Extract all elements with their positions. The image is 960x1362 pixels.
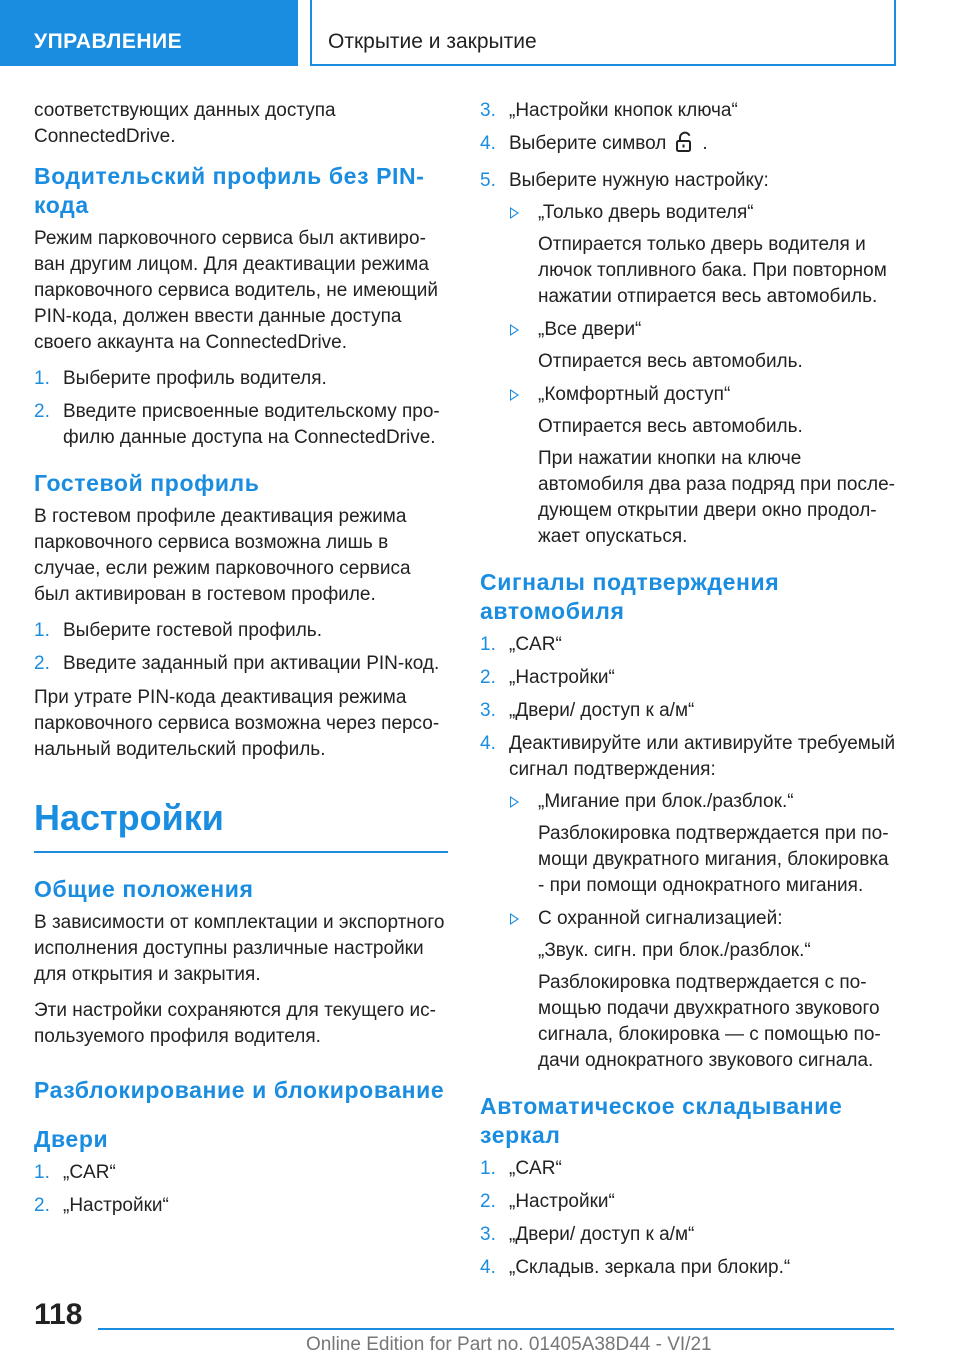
step-text: Деактивируйте или активируйте требуемый сигнал подтверждения: — [509, 733, 896, 780]
step-text: Введите присвоенные водительскому профилю данные доступа на ConnectedDrive. — [63, 401, 440, 448]
step-number: 3. — [480, 1224, 496, 1245]
option-item — [509, 906, 898, 1074]
step-number: 2. — [34, 653, 50, 674]
list-item — [34, 651, 448, 677]
triangle-bullet-icon — [510, 207, 519, 219]
triangle-bullet-icon — [510, 913, 519, 925]
step-number: 2. — [480, 667, 496, 688]
chapter-title: Открытие и закрытие — [310, 0, 896, 66]
list-item — [480, 632, 898, 658]
list-item — [34, 366, 448, 392]
list-item — [34, 618, 448, 644]
option-item — [509, 200, 898, 310]
step-number: 4. — [480, 133, 496, 154]
list-item — [480, 1222, 898, 1248]
step-text: Выберите нужную настройку: — [509, 170, 769, 191]
list-item — [34, 399, 448, 451]
step-text: Выберите символ — [509, 133, 667, 154]
option-label: С охранной сигнализацией: — [538, 908, 783, 929]
option-label: „Только дверь водителя“ — [538, 202, 754, 223]
driver-profile-no-pin-text: Режим парковочного сервиса был активирован другим лицом. Для деактивации режима парковочного сервиса водитель, не имеющий PIN-кода, должен ввести данные доступа своего аккаунта на ConnectedDrive. — [34, 228, 438, 353]
list-item — [480, 731, 898, 1074]
option-desc: Разблокировка подтверждается при помощи двукратного мигания, блокировка - при помощи однократного мигания. — [538, 823, 889, 896]
doors-steps — [34, 1160, 448, 1219]
footer-divider — [98, 1328, 894, 1330]
option-label: „Все двери“ — [538, 319, 642, 340]
option-desc: Отпирается только дверь водителя и лючок топливного бака. При повторном нажатии отпирается весь автомобиль. — [538, 234, 887, 307]
list-item — [480, 1189, 898, 1215]
mirror-fold-steps — [480, 1156, 898, 1281]
step-number: 1. — [480, 634, 496, 655]
list-item — [480, 131, 898, 161]
left-column — [34, 98, 448, 1227]
triangle-bullet-icon — [510, 389, 519, 401]
step-number: 3. — [480, 100, 496, 121]
mirror-fold-heading: Автоматическое складывание зеркал — [480, 1093, 843, 1148]
option-desc-2: При нажатии кнопки на ключе автомобиля два раза подряд при последующем открытии двери окно продолжает опускаться. — [538, 448, 895, 547]
intro-text: соответствующих данных доступа ConnectedDrive. — [34, 100, 336, 147]
page-header — [0, 0, 960, 66]
option-item — [509, 382, 898, 550]
general-heading: Общие положения — [34, 876, 254, 902]
settings-heading: Настройки — [34, 797, 448, 853]
option-label: „Мигание при блок./разблок.“ — [538, 791, 794, 812]
option-desc: Отпирается весь автомобиль. — [538, 416, 803, 437]
step-number: 2. — [34, 1195, 50, 1216]
step-number: 1. — [34, 368, 50, 389]
step-number: 1. — [34, 620, 50, 641]
step-number: 2. — [480, 1191, 496, 1212]
list-item — [480, 665, 898, 691]
step-text: Выберите гостевой профиль. — [63, 620, 322, 641]
step-text: „Складыв. зеркала при блокир.“ — [509, 1257, 791, 1278]
step-number: 3. — [480, 700, 496, 721]
list-item — [34, 1193, 448, 1219]
confirm-signals-options — [509, 789, 898, 1074]
general-text-2: Эти настройки сохраняются для текущего используемого профиля водителя. — [34, 1000, 436, 1047]
section-tab: УПРАВЛЕНИЕ — [0, 0, 298, 66]
page-number: 118 — [34, 1298, 83, 1331]
step-text: „CAR“ — [63, 1162, 116, 1183]
list-item — [34, 1160, 448, 1186]
triangle-bullet-icon — [510, 324, 519, 336]
general-text-1: В зависимости от комплектации и экспортного исполнения доступны различные настройки для открытия и закрытия. — [34, 912, 445, 985]
list-item — [480, 168, 898, 550]
step-text: „CAR“ — [509, 634, 562, 655]
doors-heading: Двери — [34, 1126, 109, 1152]
edition-text: Online Edition for Part no. 01405A38D44 - VI/21 — [306, 1334, 712, 1355]
step-number: 1. — [480, 1158, 496, 1179]
step-suffix: . — [702, 133, 708, 154]
guest-profile-after-text: При утрате PIN-кода деактивация режима парковочного сервиса возможна через персональный водительский профиль. — [34, 687, 440, 760]
step-text: „CAR“ — [509, 1158, 562, 1179]
guest-profile-heading: Гостевой профиль — [34, 470, 260, 496]
step-number: 4. — [480, 733, 496, 754]
option-item — [509, 317, 898, 375]
door-options — [509, 200, 898, 550]
right-column — [480, 98, 898, 1289]
driver-profile-steps — [34, 366, 448, 451]
step-number: 5. — [480, 170, 496, 191]
step-number: 4. — [480, 1257, 496, 1278]
unlock-lock-heading: Разблокирование и блокирование — [34, 1077, 445, 1103]
step-text: Выберите профиль водителя. — [63, 368, 327, 389]
step-text: „Настройки“ — [63, 1195, 169, 1216]
confirm-signals-heading: Сигналы подтверждения автомобиля — [480, 569, 780, 624]
door-steps-continued — [480, 98, 898, 550]
option-desc: Отпирается весь автомобиль. — [538, 351, 803, 372]
step-text: „Двери/ доступ к а/м“ — [509, 700, 695, 721]
option-label: „Комфортный доступ“ — [538, 384, 731, 405]
step-text: „Настройки“ — [509, 667, 615, 688]
step-number: 2. — [34, 401, 50, 422]
step-text: „Настройки кнопок ключа“ — [509, 100, 738, 121]
list-item — [480, 1255, 898, 1281]
guest-profile-text: В гостевом профиле деактивация режима парковочного сервиса возможна лишь в случае, если режим парковочного сервиса был активирован в гостевом профиле. — [34, 506, 411, 605]
confirm-signals-steps — [480, 632, 898, 1074]
step-text: „Двери/ доступ к а/м“ — [509, 1224, 695, 1245]
option-desc-2: Разблокировка подтверждается с помощью подачи двухкратного звукового сигнала, блокировка — с помощью подачи однократного звукового сигнала. — [538, 972, 881, 1071]
list-item — [480, 698, 898, 724]
unlock-icon — [674, 131, 696, 161]
step-number: 1. — [34, 1162, 50, 1183]
list-item — [480, 98, 898, 124]
option-item — [509, 789, 898, 899]
step-text: Введите заданный при активации PIN-код. — [63, 653, 440, 674]
driver-profile-no-pin-heading: Водительский профиль без PIN-кода — [34, 163, 425, 218]
option-desc: „Звук. сигн. при блок./разблок.“ — [538, 940, 811, 961]
guest-profile-steps — [34, 618, 448, 677]
step-text: „Настройки“ — [509, 1191, 615, 1212]
triangle-bullet-icon — [510, 796, 519, 808]
list-item — [480, 1156, 898, 1182]
